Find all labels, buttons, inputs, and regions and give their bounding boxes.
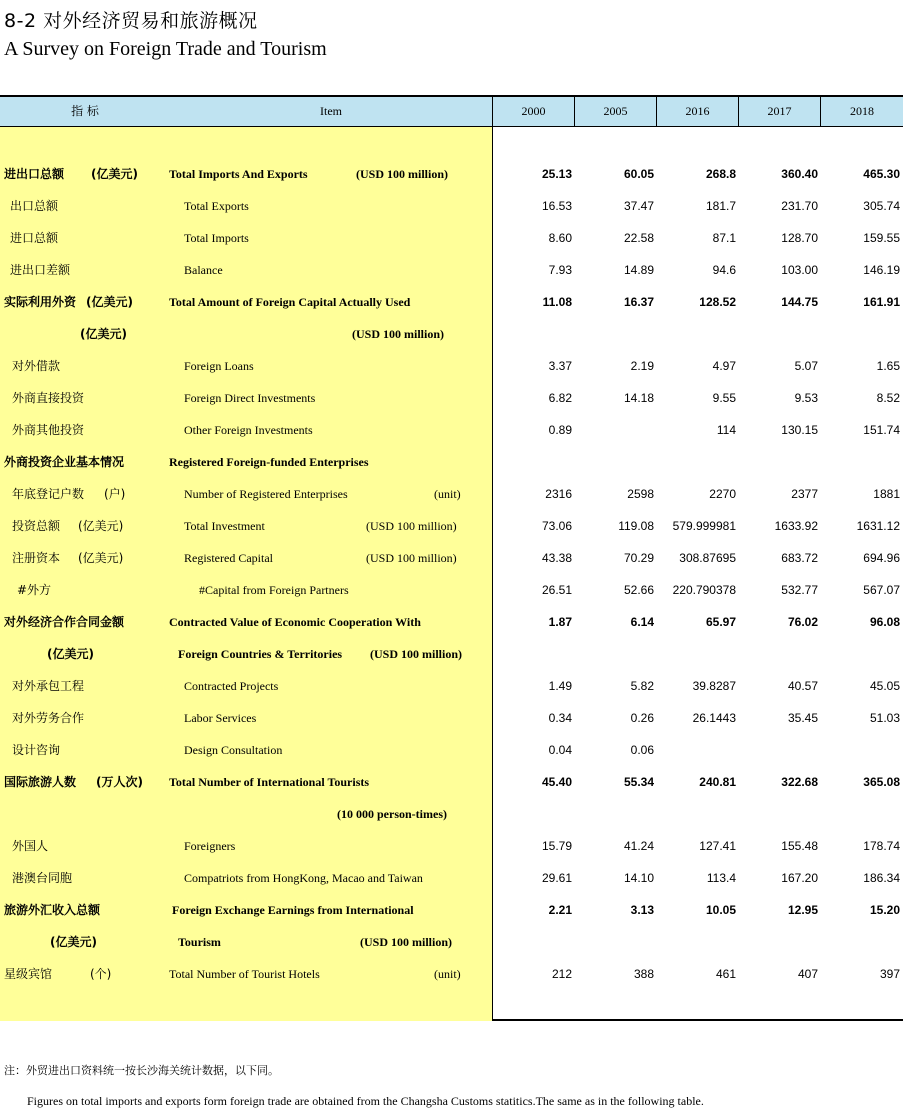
cell-2017: 231.70: [781, 199, 818, 213]
row-label-en: Foreign Exchange Earnings from International: [172, 903, 414, 917]
cell-2018: 161.91: [863, 295, 900, 309]
cell-2000: 2.21: [548, 903, 572, 917]
table-row: [0, 766, 903, 798]
row-label-cn: (亿美元): [50, 935, 97, 949]
cell-2016: 220.790378: [672, 583, 736, 597]
row-label-en: (USD 100 million): [352, 327, 445, 341]
cell-2000: 212: [551, 967, 572, 981]
row-label-cn: (亿美元): [80, 327, 127, 341]
cell-2017: 167.20: [781, 871, 818, 885]
cell-2016: 4.97: [712, 359, 736, 373]
cell-2018: 1.65: [876, 359, 900, 373]
row-unit-en: (unit): [434, 487, 461, 501]
table-row: [0, 222, 903, 254]
cell-2000: 15.79: [541, 839, 572, 853]
cell-2018: 365.08: [863, 775, 900, 789]
cell-2000: 1.87: [548, 615, 572, 629]
footnote-en: Figures on total imports and exports form foreign trade are obtained from the Changsha Customs statitics.The same as in the following table.: [27, 1094, 704, 1108]
row-label-en: Number of Registered Enterprises: [184, 487, 348, 501]
table-row: [0, 254, 903, 286]
row-label-cn: 进口总额: [10, 231, 59, 245]
table-row: [0, 926, 903, 958]
row-unit-cn: (亿美元): [91, 167, 138, 181]
cell-2017: 532.77: [781, 583, 818, 597]
cell-2017: 155.48: [781, 839, 818, 853]
cell-2005: 119.08: [618, 519, 654, 533]
header-year-2017: 2017: [738, 97, 820, 126]
cell-2017: 322.68: [781, 775, 818, 789]
row-label-cn: 外商直接投资: [12, 391, 85, 405]
row-label-en: Other Foreign Investments: [184, 423, 313, 437]
cell-2017: 5.07: [794, 359, 818, 373]
row-label-en: Compatriots from HongKong, Macao and Taiwan: [184, 871, 423, 885]
cell-2016: 39.8287: [692, 679, 736, 693]
row-label-en: Total Number of Tourist Hotels: [169, 967, 320, 981]
cell-2017: [738, 734, 818, 766]
row-label-en: Foreign Loans: [184, 359, 254, 373]
table-row: [0, 190, 903, 222]
header-year-2005: 2005: [574, 97, 656, 126]
cell-2005: 2.19: [630, 359, 654, 373]
table-row: [0, 446, 903, 478]
cell-2017: 35.45: [787, 711, 818, 725]
data-table: [0, 95, 903, 1021]
cell-2005: 16.37: [623, 295, 654, 309]
table-row: [0, 958, 903, 990]
cell-2005: 22.58: [623, 231, 654, 245]
cell-2016: 240.81: [699, 775, 736, 789]
cell-2017: 1633.92: [774, 519, 818, 533]
cell-2000: 0.04: [548, 743, 572, 757]
cell-2005: 14.18: [623, 391, 654, 405]
row-label-en: Registered Capital: [184, 551, 273, 565]
cell-2016: 128.52: [699, 295, 736, 309]
cell-2005: 37.47: [623, 199, 654, 213]
cell-2016: 87.1: [712, 231, 736, 245]
table-row: [0, 318, 903, 350]
cell-2017: 103.00: [781, 263, 818, 277]
cell-2018: 1881: [873, 487, 900, 501]
table-row: [0, 350, 903, 382]
table-row: [0, 606, 903, 638]
cell-2005: 5.82: [630, 679, 654, 693]
row-label-en: Total Investment: [184, 519, 265, 533]
row-unit-en: (USD 100 million): [356, 167, 449, 181]
cell-2017: 76.02: [787, 615, 818, 629]
cell-2018: 45.05: [869, 679, 900, 693]
row-label-cn: (亿美元): [47, 647, 94, 661]
row-label-en: Contracted Projects: [184, 679, 279, 693]
cell-2005: 388: [633, 967, 654, 981]
table-row: [0, 862, 903, 894]
table-row: [0, 702, 903, 734]
cell-2005: 14.10: [623, 871, 654, 885]
row-unit-cn: (亿美元): [86, 295, 133, 309]
cell-2017: 2377: [791, 487, 818, 501]
cell-2016: 9.55: [712, 391, 736, 405]
table-row: [0, 638, 903, 670]
row-label-cn: 实际利用外资: [4, 295, 77, 309]
cell-2016: 10.05: [705, 903, 736, 917]
cell-2016: 181.7: [705, 199, 736, 213]
cell-2017: 130.15: [781, 423, 818, 437]
cell-2000: 8.60: [548, 231, 572, 245]
row-unit-cn: (亿美元): [78, 519, 124, 533]
cell-2000: 7.93: [548, 263, 572, 277]
row-label-en: Total Imports And Exports: [169, 167, 308, 181]
row-unit-en: (USD 100 million): [366, 519, 457, 533]
row-label-cn: 外国人: [12, 839, 49, 853]
row-unit-en: (USD 100 million): [366, 551, 457, 565]
cell-2018: 186.34: [863, 871, 900, 885]
row-unit-cn: (亿美元): [78, 551, 124, 565]
row-label-cn: 年底登记户数: [12, 487, 85, 501]
row-unit-cn: (万人次): [96, 775, 143, 789]
row-label-cn: #外方: [17, 583, 52, 597]
row-label-cn: 进出口总额: [4, 167, 65, 181]
table-row: [0, 158, 903, 190]
cell-2016: 579.999981: [672, 519, 736, 533]
row-label-cn: 设计咨询: [12, 743, 61, 757]
page-title-cn: 8-2 对外经济贸易和旅游概况: [4, 10, 258, 32]
row-unit-en: (USD 100 million): [370, 647, 463, 661]
cell-2018: 96.08: [869, 615, 900, 629]
cell-2016: 26.1443: [692, 711, 736, 725]
cell-2000: 0.89: [548, 423, 572, 437]
table-row: [0, 574, 903, 606]
cell-2018: 465.30: [863, 167, 900, 181]
table-row: [0, 734, 903, 766]
table-row: [0, 670, 903, 702]
cell-2016: 461: [715, 967, 736, 981]
row-label-en: Registered Foreign-funded Enterprises: [169, 455, 369, 469]
row-label-en: Foreign Countries & Territories: [178, 647, 343, 661]
table-row: [0, 798, 903, 830]
table-row: [0, 542, 903, 574]
cell-2005: 70.29: [623, 551, 654, 565]
row-label-cn: 对外承包工程: [12, 679, 85, 693]
row-label-cn: 对外劳务合作: [12, 711, 85, 725]
header-year-2016: 2016: [656, 97, 738, 126]
row-label-cn: 港澳台同胞: [12, 871, 73, 885]
row-label-cn: 对外借款: [12, 359, 61, 373]
page-title-en: A Survey on Foreign Trade and Tourism: [4, 38, 327, 60]
row-label-cn: 旅游外汇收入总额: [4, 903, 101, 917]
cell-2016: [656, 734, 736, 766]
cell-2017: 144.75: [781, 295, 818, 309]
cell-2000: 16.53: [541, 199, 572, 213]
cell-2005: 60.05: [623, 167, 654, 181]
cell-2016: 113.4: [706, 871, 736, 885]
cell-2018: 51.03: [869, 711, 900, 725]
table-row: [0, 894, 903, 926]
cell-2005: 14.89: [623, 263, 654, 277]
cell-2000: 0.34: [548, 711, 572, 725]
cell-2005: 41.24: [623, 839, 654, 853]
cell-2005: 55.34: [623, 775, 654, 789]
row-label-en: Total Number of International Tourists: [169, 775, 370, 789]
cell-2000: 3.37: [548, 359, 572, 373]
cell-2018: 178.74: [863, 839, 900, 853]
cell-2016: 114: [716, 423, 736, 437]
row-label-cn: 国际旅游人数: [4, 775, 77, 789]
header-indicator: 指 标: [71, 104, 99, 118]
cell-2005: [574, 414, 654, 446]
table-header: [0, 97, 903, 127]
row-label-en: Tourism: [178, 935, 221, 949]
header-year-2018: 2018: [820, 97, 903, 126]
cell-2017: 360.40: [781, 167, 818, 181]
row-label-en: Contracted Value of Economic Cooperation With: [169, 615, 421, 629]
cell-2005: 2598: [627, 487, 654, 501]
cell-2005: 0.06: [630, 743, 654, 757]
cell-2000: 26.51: [541, 583, 572, 597]
row-label-cn: 星级宾馆: [4, 967, 53, 981]
header-year-2000: 2000: [492, 97, 574, 126]
cell-2018: 146.19: [863, 263, 900, 277]
row-unit-en: (unit): [434, 967, 461, 981]
cell-2017: 683.72: [781, 551, 818, 565]
row-label-en: Foreigners: [184, 839, 236, 853]
cell-2016: 127.41: [699, 839, 736, 853]
table-row: [0, 414, 903, 446]
cell-2016: 2270: [709, 487, 736, 501]
cell-2005: 6.14: [630, 615, 654, 629]
cell-2000: 2316: [545, 487, 572, 501]
row-label-cn: 注册资本: [12, 551, 61, 565]
cell-2005: 0.26: [630, 711, 654, 725]
header-item: Item: [320, 104, 342, 118]
row-unit-en: (USD 100 million): [360, 935, 453, 949]
table-row: [0, 478, 903, 510]
cell-2000: 29.61: [541, 871, 572, 885]
cell-2018: 8.52: [876, 391, 900, 405]
cell-2000: 11.08: [542, 295, 572, 309]
cell-2000: 25.13: [541, 167, 572, 181]
cell-2018: 694.96: [863, 551, 900, 565]
cell-2000: 6.82: [548, 391, 572, 405]
table-row: [0, 286, 903, 318]
row-label-en: Labor Services: [184, 711, 257, 725]
row-label-en: Foreign Direct Investments: [184, 391, 316, 405]
cell-2018: 15.20: [869, 903, 900, 917]
row-label-cn: 出口总额: [10, 199, 59, 213]
cell-2005: 52.66: [623, 583, 654, 597]
row-label-cn: 外商投资企业基本情况: [4, 455, 125, 469]
cell-2016: 268.8: [705, 167, 736, 181]
cell-2018: 1631.12: [856, 519, 900, 533]
cell-2005: 3.13: [630, 903, 654, 917]
cell-2016: 65.97: [705, 615, 736, 629]
table-row: [0, 382, 903, 414]
cell-2018: [820, 734, 900, 766]
cell-2017: 9.53: [794, 391, 818, 405]
cell-2017: 128.70: [781, 231, 818, 245]
row-label-en: Balance: [184, 263, 223, 277]
cell-2017: 40.57: [787, 679, 818, 693]
row-label-cn: 进出口差额: [10, 263, 71, 277]
footnote-cn: 注：外贸进出口资料统一按长沙海关统计数据，以下同。: [4, 1064, 279, 1077]
cell-2016: 94.6: [712, 263, 736, 277]
row-label-en: Total Imports: [184, 231, 249, 245]
row-label-cn: 外商其他投资: [12, 423, 85, 437]
cell-2018: 567.07: [863, 583, 900, 597]
row-label-cn: 对外经济合作合同金额: [4, 615, 125, 629]
cell-2017: 12.95: [787, 903, 818, 917]
cell-2018: 159.55: [863, 231, 900, 245]
row-label-en: #Capital from Foreign Partners: [199, 583, 349, 597]
table-row: [0, 510, 903, 542]
cell-2018: 305.74: [863, 199, 900, 213]
row-unit-cn: (户): [104, 487, 126, 501]
cell-2018: 151.74: [863, 423, 900, 437]
cell-2018: 397: [879, 967, 900, 981]
row-label-en: Total Amount of Foreign Capital Actually Used: [169, 295, 411, 309]
cell-2000: 1.49: [548, 679, 572, 693]
cell-2000: 45.40: [541, 775, 572, 789]
cell-2017: 407: [797, 967, 818, 981]
table-row: [0, 830, 903, 862]
row-label-en: Total Exports: [184, 199, 249, 213]
row-label-en: (10 000 person-times): [337, 807, 447, 821]
cell-2000: 43.38: [541, 551, 572, 565]
row-unit-cn: (个): [90, 967, 112, 981]
cell-2000: 73.06: [541, 519, 572, 533]
cell-2016: 308.87695: [679, 551, 736, 565]
row-label-en: Design Consultation: [184, 743, 283, 757]
row-label-cn: 投资总额: [12, 519, 61, 533]
